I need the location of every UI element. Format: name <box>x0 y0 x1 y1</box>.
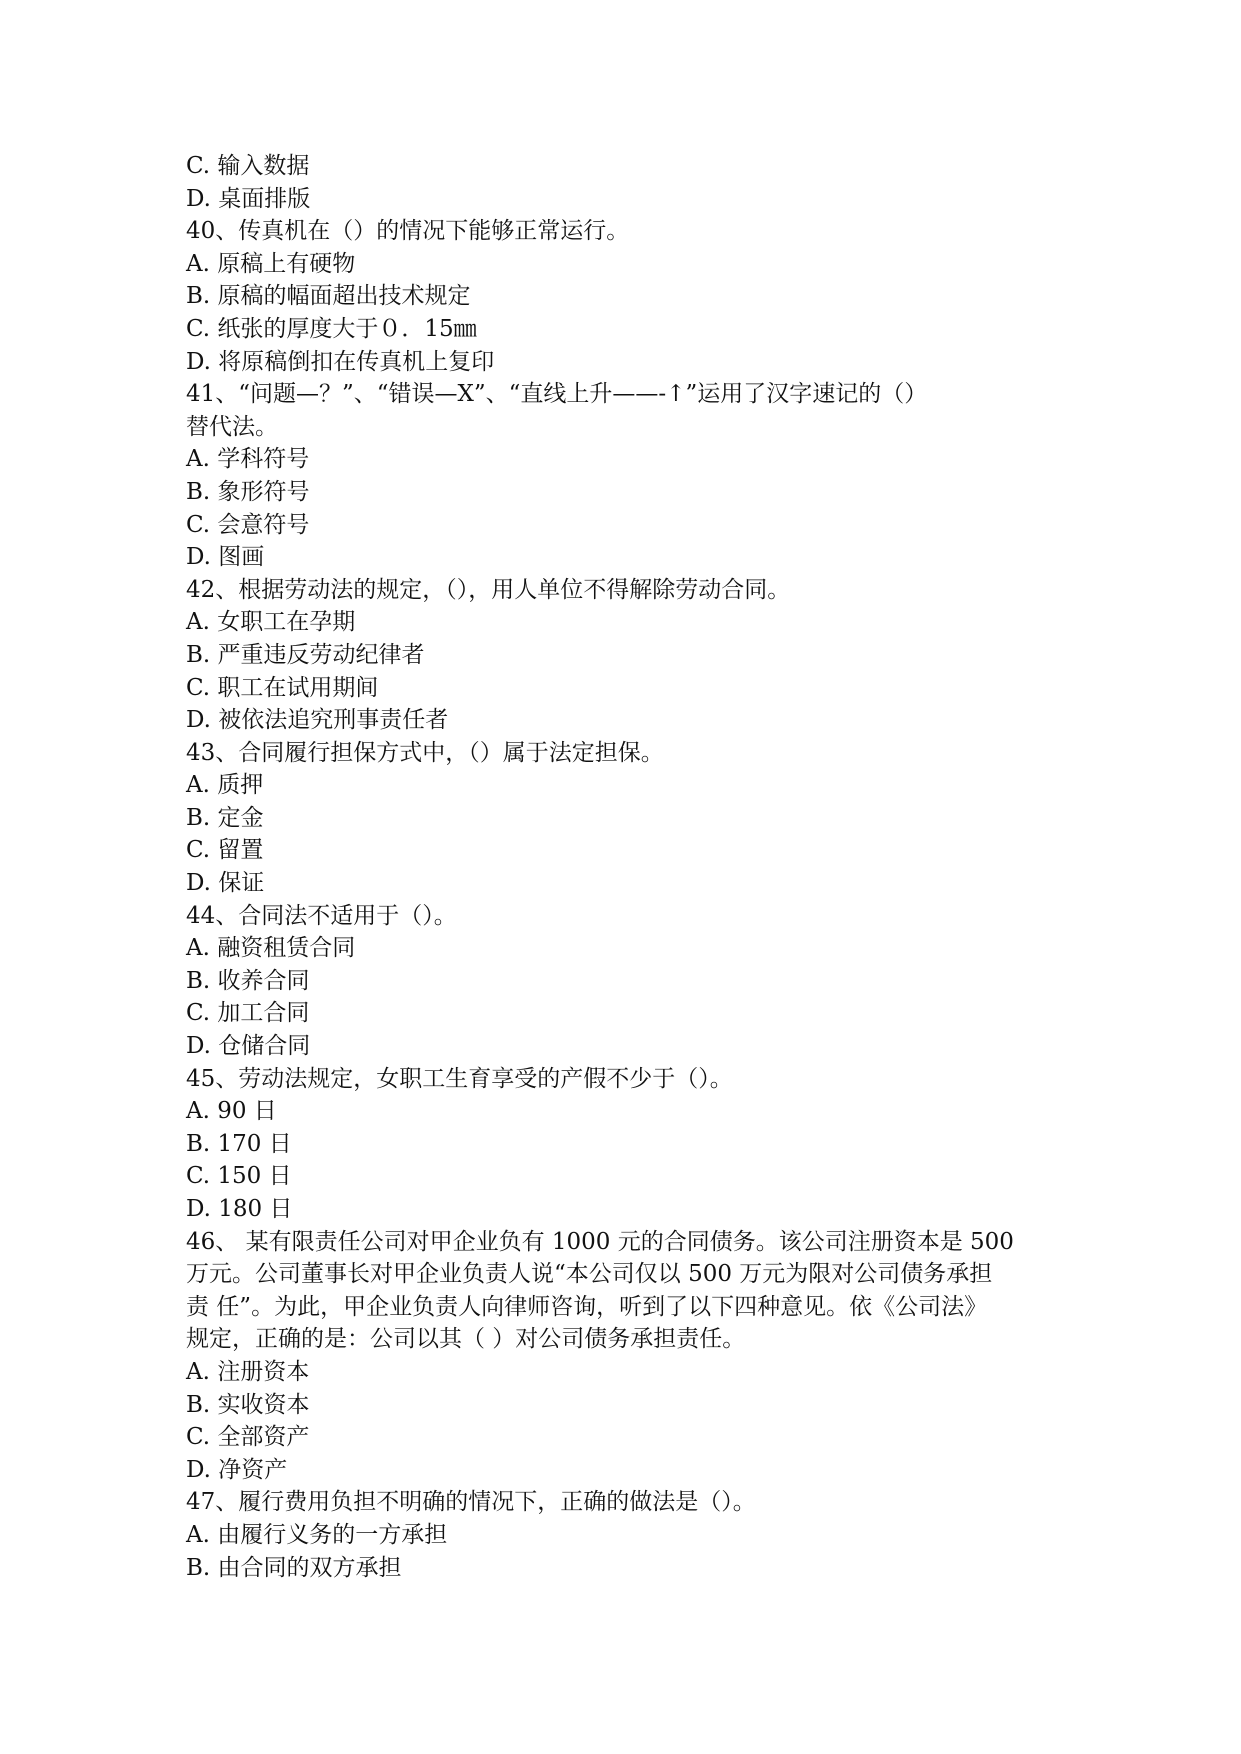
option-c-line: C. 150 日 <box>186 1163 292 1190</box>
question-45: 45、劳动法规定，女职工生育享受的产假不少于（）。 <box>186 1065 733 1092</box>
question-44: 44、合同法不适用于（）。 <box>186 902 457 929</box>
option-a-line: A. 质押 <box>186 772 264 799</box>
question-41: 41、“问题—？”、“错误—X”、“直线上升——-↑”运用了汉字速记的（） <box>186 381 928 408</box>
question-41-continued: 替代法。 <box>186 413 278 440</box>
option-a-line: A. 90 日 <box>186 1098 277 1125</box>
option-c-line: C. 输入数据 <box>186 153 310 179</box>
question-46: 46、 某有限责任公司对甲企业负有 1000 元的合同债务。该公司注册资本是 500 <box>186 1228 1014 1255</box>
question-42: 42、根据劳动法的规定，（），用人单位不得解除劳动合同。 <box>186 576 791 603</box>
option-a-line: A. 由履行义务的一方承担 <box>186 1521 448 1548</box>
question-46-continued: 万元。公司董事长对甲企业负责人说“本公司仅以 500 万元为限对公司债务承担 <box>186 1261 993 1288</box>
option-d-line: D. 保证 <box>186 870 265 897</box>
option-d-line: D. 净资产 <box>186 1456 288 1483</box>
option-b-line: B. 由合同的双方承担 <box>186 1554 402 1581</box>
option-b-line: B. 收养合同 <box>186 967 310 994</box>
option-d-line: D. 被依法追究刑事责任者 <box>186 707 449 734</box>
option-a-line: A. 注册资本 <box>186 1358 310 1385</box>
option-d-line: D. 图画 <box>186 544 265 571</box>
option-c-line: C. 会意符号 <box>186 511 310 538</box>
option-b-line: B. 实收资本 <box>186 1391 310 1418</box>
option-d-line: D. 桌面排版 <box>186 185 311 212</box>
option-c-line: C. 职工在试用期间 <box>186 674 379 701</box>
question-47: 47、履行费用负担不明确的情况下，正确的做法是（）。 <box>186 1489 756 1516</box>
option-b-line: B. 170 日 <box>186 1130 292 1157</box>
option-a-line: A. 原稿上有硬物 <box>186 250 356 277</box>
option-d-line: D. 180 日 <box>186 1196 293 1222</box>
option-c-line: C. 留置 <box>186 837 264 864</box>
option-c-line: C. 加工合同 <box>186 1000 310 1027</box>
option-c-line: C. 全部资产 <box>186 1424 310 1451</box>
option-d-line: D. 将原稿倒扣在传真机上复印 <box>186 348 495 375</box>
option-c-line: C. 纸张的厚度大于０．15㎜ <box>186 315 477 342</box>
question-46-continued: 责 任”。为此，甲企业负责人向律师咨询，听到了以下四种意见。依《公司法》 <box>186 1293 988 1320</box>
question-46-continued: 规定，正确的是：公司以其（ ）对公司债务承担责任。 <box>186 1326 746 1353</box>
option-b-line: B. 象形符号 <box>186 478 310 505</box>
option-a-line: A. 女职工在孕期 <box>186 609 356 636</box>
option-b-line: B. 原稿的幅面超出技术规定 <box>186 283 471 310</box>
document-body <box>186 150 1066 1584</box>
option-a-line: A. 融资租赁合同 <box>186 935 356 962</box>
option-b-line: B. 定金 <box>186 804 264 831</box>
option-d-line: D. 仓储合同 <box>186 1033 311 1060</box>
question-43: 43、合同履行担保方式中，（）属于法定担保。 <box>186 739 664 766</box>
option-b-line: B. 严重违反劳动纪律者 <box>186 641 425 668</box>
option-a-line: A. 学科符号 <box>186 446 310 473</box>
question-40: 40、传真机在（）的情况下能够正常运行。 <box>186 218 630 245</box>
